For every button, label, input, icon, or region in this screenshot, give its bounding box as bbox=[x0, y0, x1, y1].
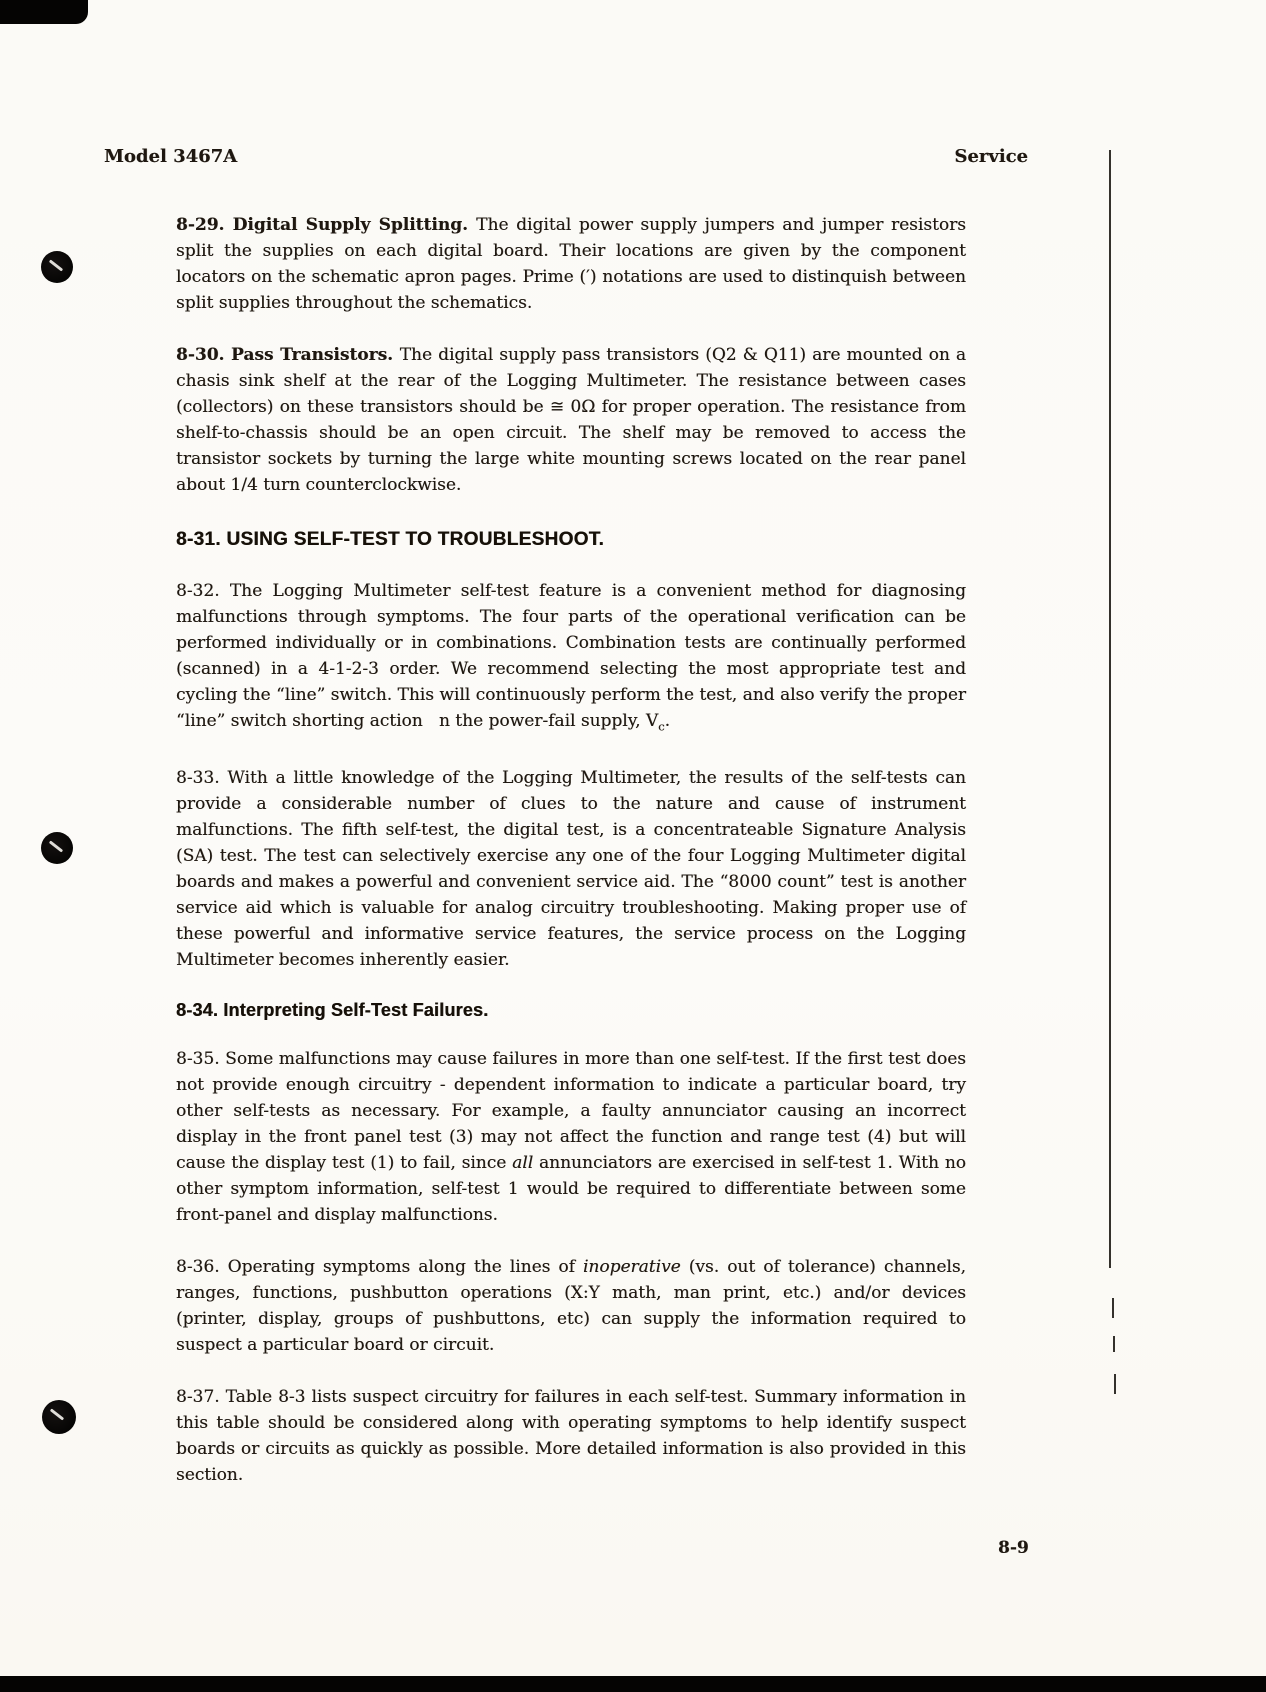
scan-edge-bottom bbox=[0, 1676, 1266, 1692]
scan-edge-top-left bbox=[0, 0, 88, 24]
text-run: inoperative bbox=[582, 1257, 681, 1278]
model-number: Model 3467A bbox=[104, 146, 238, 167]
paragraph bbox=[176, 578, 966, 739]
section-heading: 8-34. Interpreting Self-Test Failures. bbox=[176, 1000, 489, 1021]
text-run: c bbox=[658, 719, 665, 734]
text-run: all bbox=[512, 1153, 534, 1174]
document-body bbox=[176, 212, 966, 1514]
page-number: 8-9 bbox=[998, 1538, 1029, 1558]
hole-punch-mark bbox=[42, 1400, 76, 1434]
hole-punch-mark bbox=[41, 251, 73, 283]
text-run: The digital supply pass transistors (Q2 & Q11) are mounted on a chasis sink shelf at the rear of the Logging Multimeter. The resistance between cases (collectors) on these transistors should be ≅ 0Ω for proper operation. The resistance from shelf-to-chassis should be an open circuit. The shelf may be removed to access the transistor sockets by turning the large white mounting screws located on the rear panel about 1/4 turn counterclockwise. bbox=[176, 345, 966, 495]
text-run: (vs. out of tolerance) channels, ranges, functions, pushbutton operations (X:Y math, man print, etc.) and/or devices (printer, display, groups of pushbuttons, etc) can supply the information required to suspect a particular board or circuit. bbox=[176, 1257, 966, 1356]
paragraph bbox=[176, 1046, 966, 1228]
binding-line-dash bbox=[1114, 1374, 1116, 1394]
paragraph bbox=[176, 765, 966, 973]
text-run: 8-33. With a little knowledge of the Logging Multimeter, the results of the self-tests can provide a considerable number of clues to the nature and cause of instrument malfunctions. The fifth self-test, the digital test, is a concentrateable Signature Analysis (SA) test. The test can selectively exercise any one of the four Logging Multimeter digital boards and makes a powerful and convenient service aid. The “8000 count” test is another service aid which is valuable for analog circuitry troubleshooting. Making proper use of these powerful and informative service features, the service process on the Logging Multimeter becomes inherently easier. bbox=[176, 768, 966, 971]
binding-line-dash bbox=[1113, 1336, 1115, 1352]
text-run: . bbox=[664, 711, 671, 731]
section-heading: 8-31. USING SELF-TEST TO TROUBLESHOOT. bbox=[176, 529, 605, 550]
page-header bbox=[104, 146, 1028, 167]
paragraph bbox=[176, 212, 966, 316]
hole-punch-mark bbox=[41, 832, 73, 864]
paragraph bbox=[176, 1384, 966, 1488]
section-label: Service bbox=[954, 146, 1028, 167]
binding-line bbox=[1109, 150, 1111, 1268]
text-run: 8-30. Pass Transistors. bbox=[176, 345, 400, 365]
binding-line-dash bbox=[1112, 1298, 1114, 1318]
text-run: The digital power supply jumpers and jumper resistors split the supplies on each digital board. Their locations are given by the component locators on the schematic apron pages. Prime (′) notations are used to distinquish between split supplies throughout the schematics. bbox=[176, 215, 966, 313]
text-run: 8-36. Operating symptoms along the lines of bbox=[176, 1257, 583, 1278]
text-run: 8-35. Some malfunctions may cause failures in more than one self-test. If the first test does not provide enough circuitry - dependent information to indicate a particular board, try other self-tests as necessary. For example, a faulty annunciator causing an incorrect display in the front panel test (3) may not affect the function and range test (4) but will cause the display test (1) to fail, since bbox=[176, 1049, 966, 1174]
text-run: 8-37. Table 8-3 lists suspect circuitry for failures in each self-test. Summary information in this table should be considered along with operating symptoms to help identify suspect boards or circuits as quickly as possible. More detailed information is also provided in this section. bbox=[176, 1387, 966, 1486]
text-run: 8-29. Digital Supply Splitting. bbox=[176, 215, 477, 235]
text-run: 8-32. The Logging Multimeter self-test feature is a convenient method for diagnosing malfunctions through symptoms. The four parts of the operational verification can be performed individually or in combinations. Combination tests are continually performed (scanned) in a 4-1-2-3 order. We recommend selecting the most appropriate test and cycling the “line” switch. This will continuously perform the test, and also verify the proper “line” switch shorting action n the power-fail supply, V bbox=[176, 581, 966, 731]
text-run: annunciators are exercised in self-test 1. With no other symptom information, self-test 1 would be required to differentiate between some front-panel and display malfunctions. bbox=[176, 1153, 966, 1226]
paragraph bbox=[176, 342, 966, 498]
paragraph bbox=[176, 1254, 966, 1358]
